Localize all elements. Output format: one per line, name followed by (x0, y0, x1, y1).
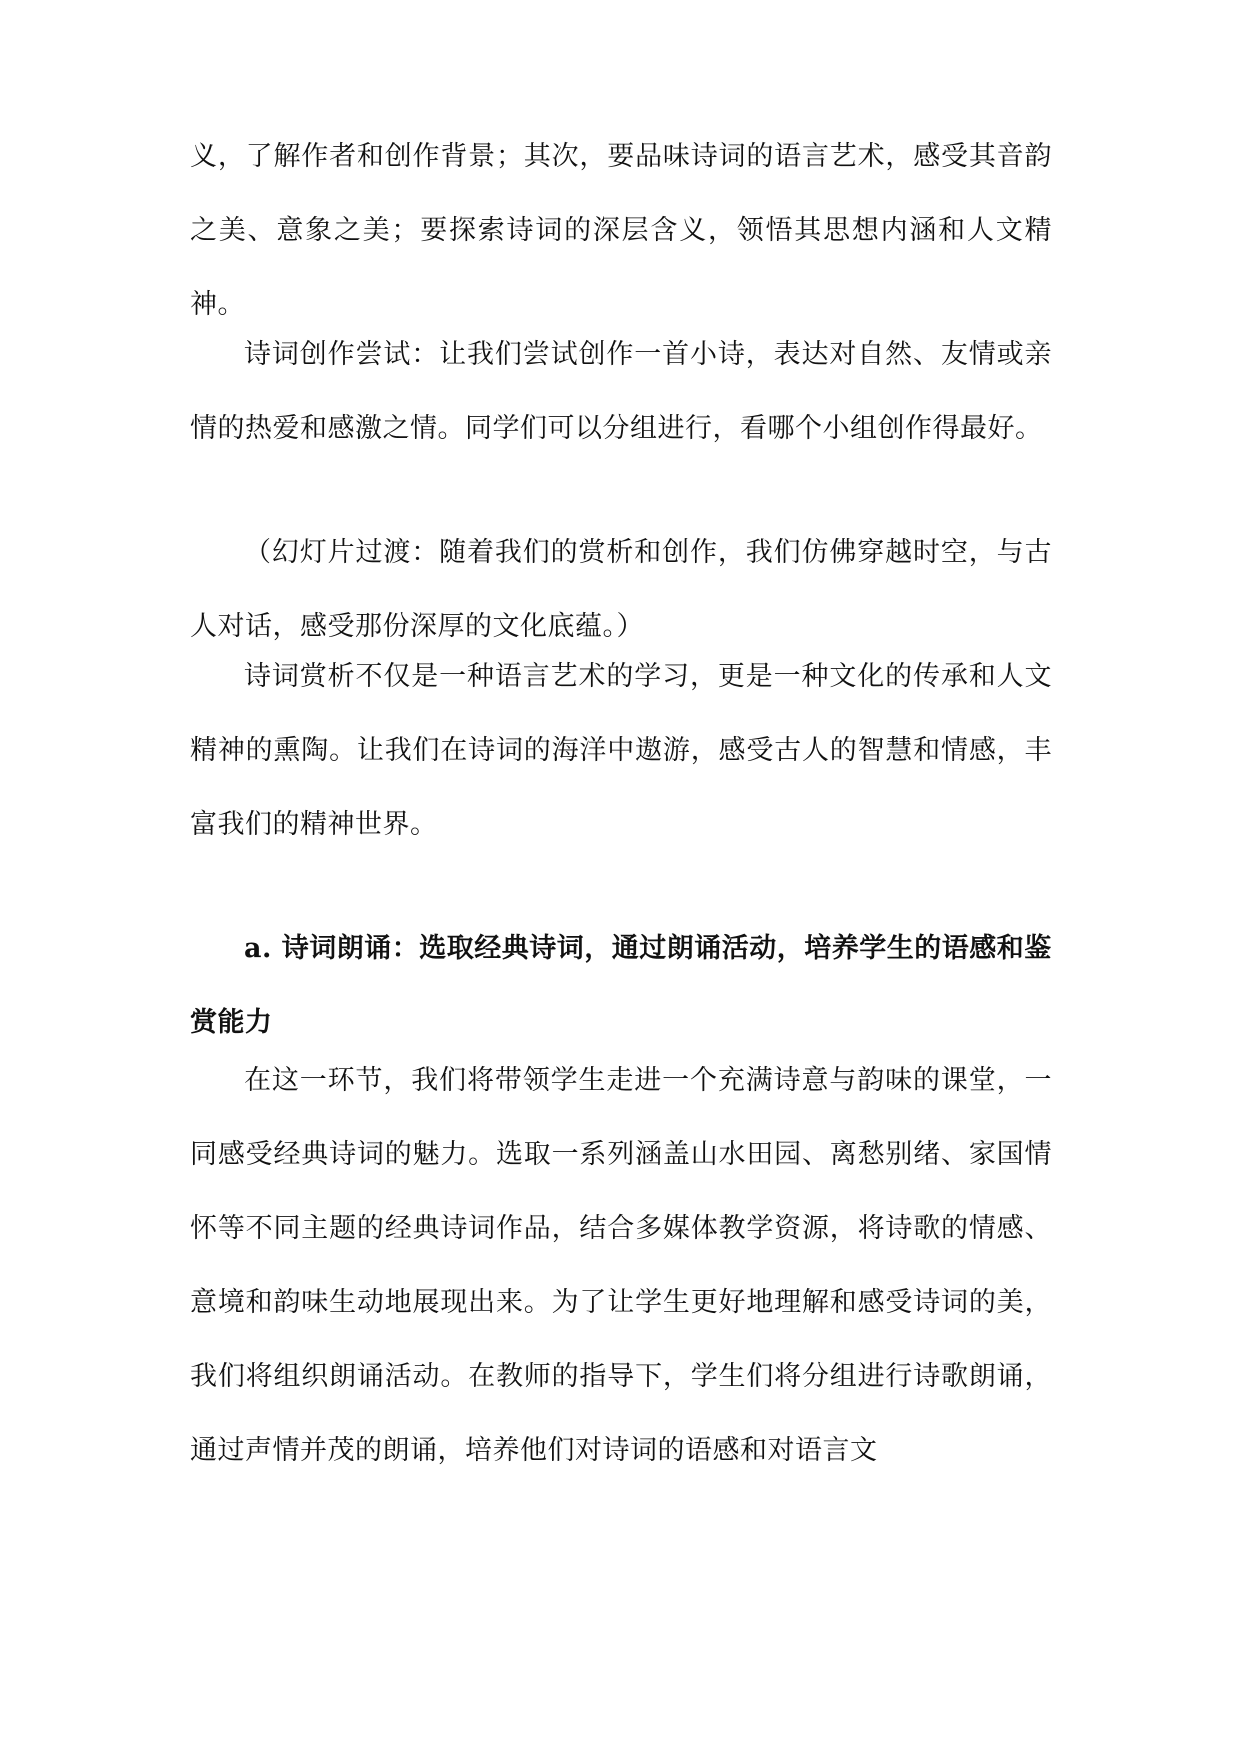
paragraph-block-5 (190, 1044, 1052, 1488)
section-heading: a. 诗词朗诵：选取经典诗词，通过朗诵活动，培养学生的语感和鉴赏能力 (190, 933, 1052, 1038)
paragraph-recitation: 在这一环节，我们将带领学生走进一个充满诗意与韵味的课堂，一同感受经典诗词的魅力。选取一系列涵盖山水田园、离愁别绪、家国情怀等不同主题的经典诗词作品，结合多媒体教学资源，将诗歌的情感、意境和韵味生动地展现出来。为了让学生更好地理解和感受诗词的美，我们将组织朗诵活动。在教师的指导下，学生们将分组进行诗歌朗诵，通过声情并茂的朗诵，培养他们对诗词的语感和对语言文 (190, 1065, 1052, 1466)
paragraph-poetry-writing: 诗词创作尝试：让我们尝试创作一首小诗，表达对自然、友情或亲情的热爱和感激之情。同学们可以分组进行，看哪个小组创作得最好。 (190, 339, 1052, 444)
paragraph-slide-transition: （幻灯片过渡：随着我们的赏析和创作，我们仿佛穿越时空，与古人对话，感受那份深厚的文化底蕴。） (190, 537, 1052, 642)
paragraph-conclusion: 诗词赏析不仅是一种语言艺术的学习，更是一种文化的传承和人文精神的熏陶。让我们在诗词的海洋中遨游，感受古人的智慧和情感，丰富我们的精神世界。 (190, 661, 1052, 840)
paragraph-block-4 (190, 640, 1052, 862)
paragraph-block-2 (190, 318, 1052, 466)
section-heading-block (190, 912, 1052, 1060)
paragraph-continuation: 义，了解作者和创作背景；其次，要品味诗词的语言艺术，感受其音韵之美、意象之美；要探索诗词的深层含义，领悟其思想内涵和人文精神。 (190, 141, 1052, 320)
paragraph-block-1 (190, 120, 1052, 342)
